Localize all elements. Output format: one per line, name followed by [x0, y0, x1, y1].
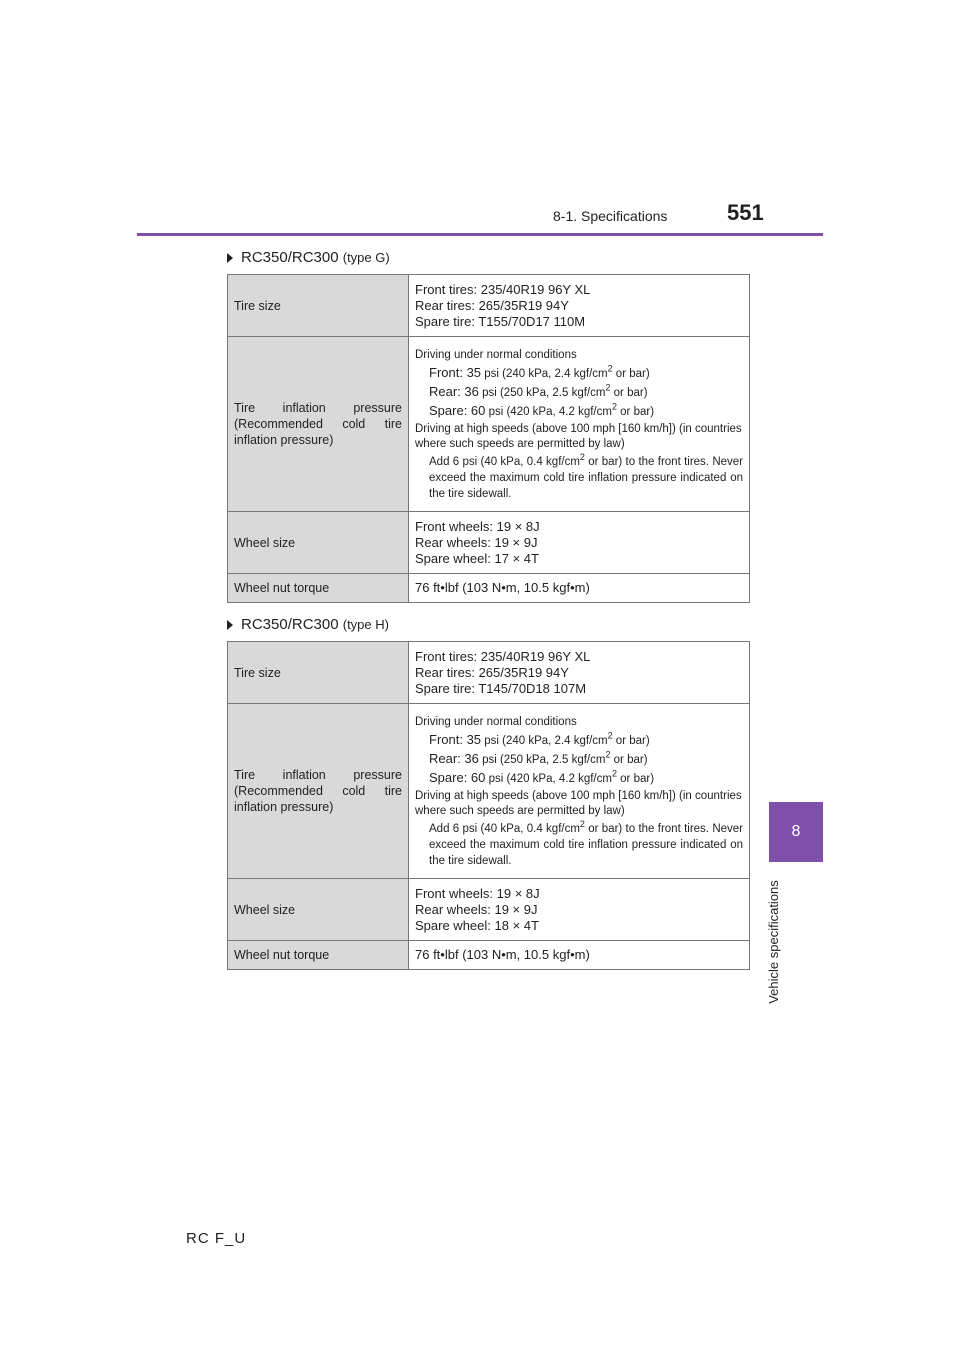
wheel-size-value — [409, 879, 750, 941]
heading-model: RC350/RC300 — [241, 616, 339, 633]
tire-size-rear: Rear tires: 265/35R19 94Y — [415, 664, 569, 680]
header-divider — [137, 233, 823, 236]
section-heading-type-g — [227, 249, 390, 266]
section-heading-type-h — [227, 616, 389, 633]
front-pressure: Front: 35 psi (240 kPa, 2.4 kgf/$cm^2$ or bar) — [429, 730, 650, 747]
high-speed-instruction: Add 6 psi (40 kPa, 0.4 kgf/$cm^2$ or bar) to the front tires. Never exceed the maximum cold tire inflation pressure indicated on the tire sidewall. — [429, 818, 743, 867]
wheel-size-label: Wheel size — [228, 512, 409, 574]
heading-type: (type H) — [342, 617, 389, 632]
high-speed-note: Driving at high speeds (above 100 mph [160 km/h]) (in countries where such speeds are permitted by law) — [415, 422, 742, 450]
front-pressure: Front: 35 psi (240 kPa, 2.4 kgf/$cm^2$ or bar) — [429, 363, 650, 380]
chapter-label: Vehicle specifications — [766, 880, 781, 1004]
document-code: RC F_U — [186, 1230, 247, 1247]
wheel-size-value — [409, 512, 750, 574]
wheel-size-spare: Spare wheel: 17 × 4T — [415, 550, 539, 566]
chapter-number: 8 — [791, 823, 801, 840]
tire-size-front: Front tires: 235/40R19 96Y XL — [415, 648, 591, 664]
inflation-pressure-label: Tire inflation pressure (Recommended cold tire inflation pressure) — [228, 337, 409, 512]
tire-size-rear: Rear tires: 265/35R19 94Y — [415, 297, 569, 313]
table-row-wheel-size — [228, 879, 750, 941]
wheel-size-rear: Rear wheels: 19 × 9J — [415, 901, 538, 917]
heading-type: (type G) — [342, 250, 390, 265]
tire-size-spare: Spare tire: T155/70D17 110M — [415, 313, 586, 329]
spare-pressure: Spare: 60 psi (420 kPa, 4.2 kgf/$cm^2$ or bar) — [429, 401, 655, 418]
section-title: 8-1. Specifications — [553, 208, 668, 224]
wheel-size-front: Front wheels: 19 × 8J — [415, 885, 540, 901]
spec-table-type-h — [227, 641, 750, 970]
high-speed-note: Driving at high speeds (above 100 mph [160 km/h]) (in countries where such speeds are permitted by law) — [415, 789, 742, 817]
table-row-inflation — [228, 704, 750, 879]
heading-model: RC350/RC300 — [241, 249, 339, 266]
tire-size-value — [409, 642, 750, 704]
bullet-arrow-icon — [227, 253, 233, 263]
torque-label: Wheel nut torque — [228, 941, 409, 970]
wheel-size-rear: Rear wheels: 19 × 9J — [415, 534, 538, 550]
spec-table-type-g — [227, 274, 750, 603]
wheel-size-spare: Spare wheel: 18 × 4T — [415, 917, 539, 933]
tire-size-label: Tire size — [228, 275, 409, 337]
rear-pressure: Rear: 36 psi (250 kPa, 2.5 kgf/$cm^2$ or bar) — [429, 749, 648, 766]
tire-size-label: Tire size — [228, 642, 409, 704]
table-row-tire-size — [228, 642, 750, 704]
inflation-pressure-label: Tire inflation pressure (Recommended cold tire inflation pressure) — [228, 704, 409, 879]
torque-value: 76 ft•lbf (103 N•m, 10.5 kgf•m) — [409, 574, 750, 603]
chapter-tab[interactable] — [769, 802, 823, 862]
bullet-arrow-icon — [227, 620, 233, 630]
tire-size-spare: Spare tire: T145/70D18 107M — [415, 680, 587, 696]
table-row-tire-size — [228, 275, 750, 337]
inflation-pressure-value — [409, 337, 750, 512]
wheel-size-label: Wheel size — [228, 879, 409, 941]
inflation-pressure-value — [409, 704, 750, 879]
page-number: 551 — [727, 200, 764, 225]
spare-pressure: Spare: 60 psi (420 kPa, 4.2 kgf/$cm^2$ or bar) — [429, 768, 655, 785]
normal-conditions-label: Driving under normal conditions — [415, 715, 577, 728]
table-row-wheel-size — [228, 512, 750, 574]
tire-size-value — [409, 275, 750, 337]
rear-pressure: Rear: 36 psi (250 kPa, 2.5 kgf/$cm^2$ or bar) — [429, 382, 648, 399]
torque-value: 76 ft•lbf (103 N•m, 10.5 kgf•m) — [409, 941, 750, 970]
table-row-torque — [228, 574, 750, 603]
table-row-inflation — [228, 337, 750, 512]
high-speed-instruction: Add 6 psi (40 kPa, 0.4 kgf/$cm^2$ or bar) to the front tires. Never exceed the maximum cold tire inflation pressure indicated on the tire sidewall. — [429, 451, 743, 500]
table-row-torque — [228, 941, 750, 970]
tire-size-front: Front tires: 235/40R19 96Y XL — [415, 281, 591, 297]
torque-label: Wheel nut torque — [228, 574, 409, 603]
wheel-size-front: Front wheels: 19 × 8J — [415, 518, 540, 534]
normal-conditions-label: Driving under normal conditions — [415, 348, 577, 361]
